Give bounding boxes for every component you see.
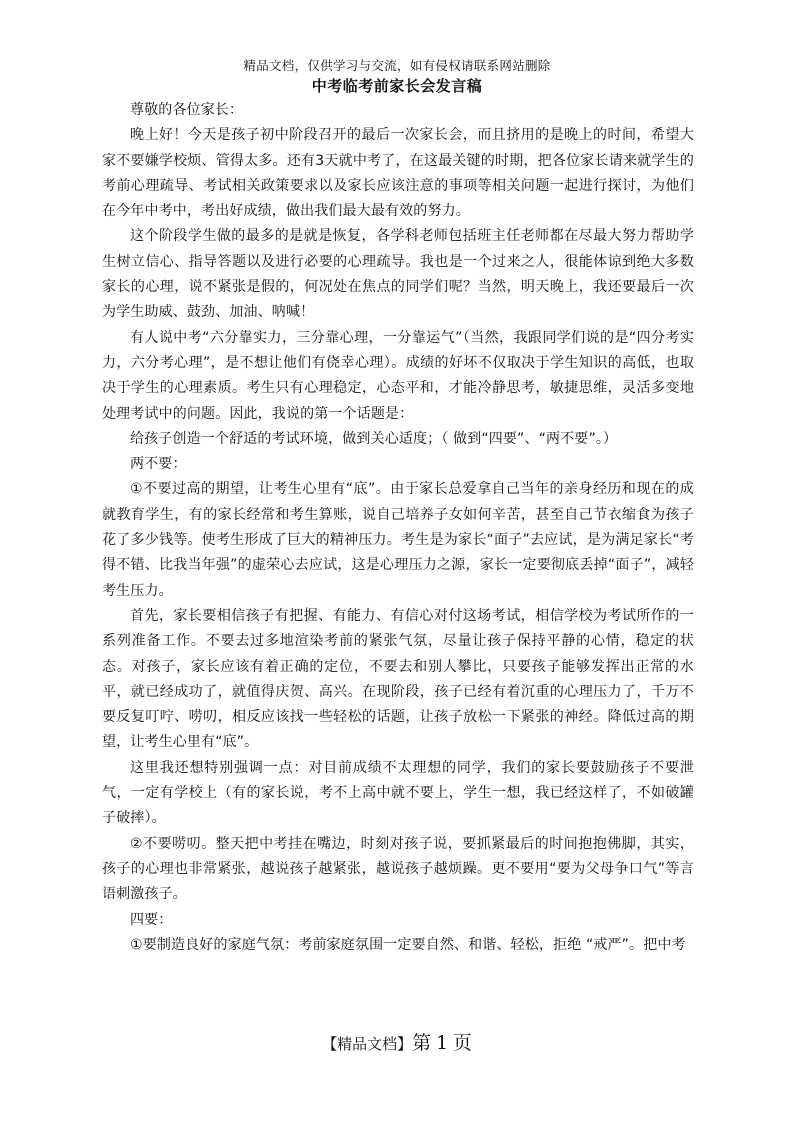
paragraph-emphasis: 这里我还想特别强调一点：对目前成绩不太理想的同学，我们的家长要鼓励孩子不要泄气，一定有学校上（有的家长说，考不上高中就不要上，学生一想，我已经这样了，不如破罐子破摔）。 <box>102 759 694 827</box>
paragraph-do-1: ①要制造良好的家庭气氛：考前家庭氛围一定要自然、和谐、轻松，拒绝 “戒严”。把中考 <box>130 936 686 953</box>
paragraph-topic: 给孩子创造一个舒适的考试环境，做到关心适度；（ 做到“四要”、“两不要”。） <box>130 430 618 447</box>
page-footer <box>0 1032 794 1055</box>
heading-two-donts: 两不要： <box>130 456 187 473</box>
paragraph-first: 首先，家长要相信孩子有把握、有能力、有信心对付这场考试，相信学校为考试所作的一系列准备工作。不要去过多地渲染考前的紧张气氛，尽量让孩子保持平静的心情，稳定的状态。对孩子，家长应该有着正确的定位，不要去和别人攀比，只要孩子能够发挥出正常的水平，就已经成功了，就值得庆贺、高兴。在现阶段，孩子已经有着沉重的心理压力了，千万不要反复叮咛、唠叨，相反应该找一些轻松的话题，让孩子放松一下紧张的神经。降低过高的期望，让考生心里有“底”。 <box>102 607 694 751</box>
header-note: 精品文档，仅供学习与交流，如有侵权请联系网站删除 <box>243 58 551 73</box>
footer-page-unit: 页 <box>452 1032 472 1054</box>
footer-page-number: 1 <box>435 1032 449 1054</box>
salutation: 尊敬的各位家长： <box>130 102 244 118</box>
footer-page-word: 第 <box>412 1032 432 1054</box>
paragraph-greeting: 晚上好！今天是孩子初中阶段召开的最后一次家长会，而且挤用的是晚上的时间，希望大家不要嫌学校烦、管得太多。还有3天就中考了，在这最关键的时期，把各位家长请来就学生的考前心理疏导、考试相关政策要求以及家长应该注意的事项等相关问题一起进行探讨，为他们在今年中考中，考出好成绩，做出我们最大最有效的努力。 <box>102 127 694 220</box>
paragraph-dont-1: ①不要过高的期望，让考生心里有“底”。由于家长总爱拿自己当年的亲身经历和现在的成就教育学生，有的家长经常和考生算账，说自己培养子女如何辛苦，甚至自己节衣缩食为孩子花了多少钱等。使考生形成了巨大的精神压力。考生是为家长“面子”去应试，是为满足家长“考得不错、比我当年强”的虚荣心去应试，这是心理压力之源，家长一定要彻底丢掉“面子”，减轻考生压力。 <box>102 481 694 599</box>
document-title: 中考临考前家长会发言稿 <box>311 77 483 95</box>
paragraph-saying: 有人说中考“六分靠实力，三分靠心理，一分靠运气”（当然，我跟同学们说的是“四分考实力，六分考心理”，是不想让他们有侥幸心理）。成绩的好坏不仅取决于学生知识的高低，也取决于学生的心理素质。考生只有心理稳定，心态平和，才能冷静思考，敏捷思维，灵活多变地处理考试中的问题。因此，我说的第一个话题是： <box>102 329 694 422</box>
heading-four-dos: 四要： <box>130 911 173 928</box>
document-body <box>102 98 694 958</box>
footer-prefix: 【精品文档】 <box>322 1035 413 1053</box>
paragraph-dont-2: ②不要唠叨。整天把中考挂在嘴边，时刻对孩子说，要抓紧最后的时间抱抱佛脚，其实，孩子的心理也非常紧张，越说孩子越紧张，越说孩子越烦躁。更不要用“要为父母争口气”等言语刺激孩子。 <box>102 835 694 903</box>
paragraph-stage: 这个阶段学生做的最多的是就是恢复，各学科老师包括班主任老师都在尽最大努力帮助学生树立信心、指导答题以及进行必要的心理疏导。我也是一个过来之人，很能体谅到绝大多数家长的心理，说不紧张是假的，何况处在焦点的同学们呢？当然，明天晚上，我还要最后一次为学生助威、鼓劲、加油、呐喊！ <box>102 228 694 321</box>
